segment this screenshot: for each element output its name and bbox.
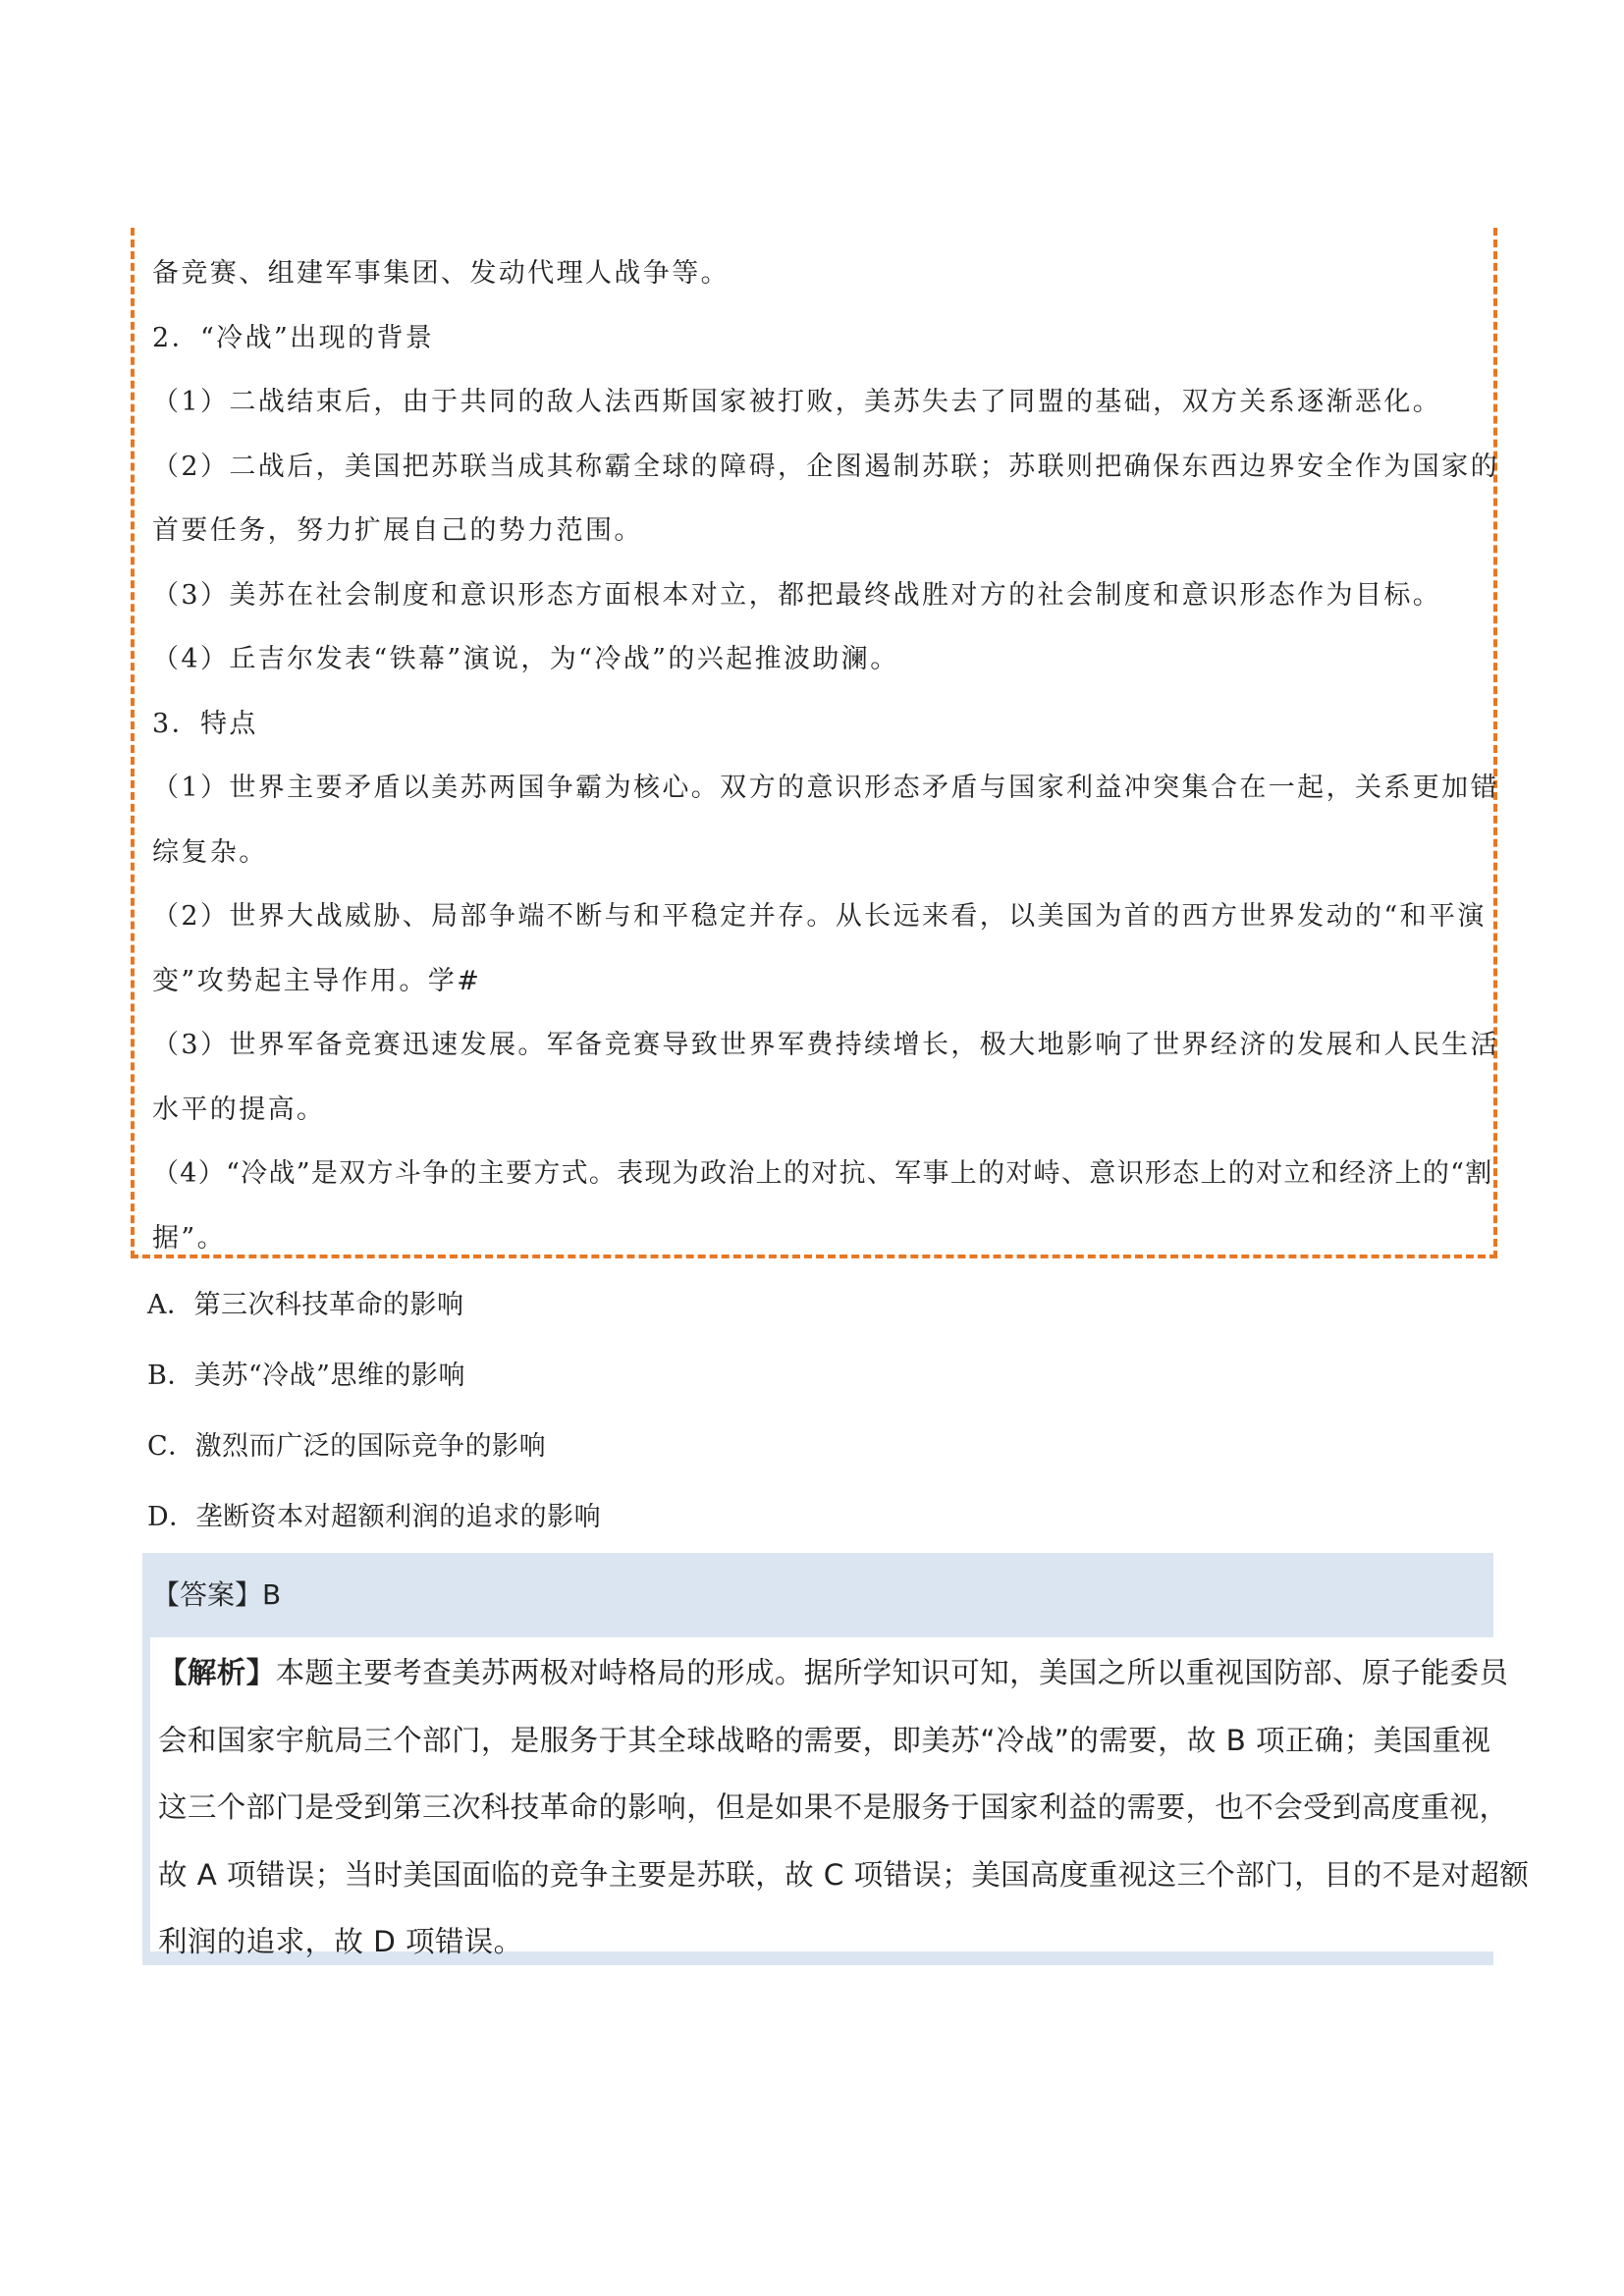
knowledge-line: 综复杂。	[152, 836, 268, 868]
option-b: B．美苏“冷战”思维的影响	[147, 1361, 465, 1391]
knowledge-line: 据”。	[152, 1222, 227, 1254]
analysis-line: 故 A 项错误；当时美国面临的竞争主要是苏联，故 C 项错误；美国高度重视这三个部门，目的不是对超额	[158, 1857, 1530, 1892]
analysis-label: 【解析】	[158, 1656, 276, 1689]
knowledge-box	[131, 228, 1497, 1258]
knowledge-line: 变”攻势起主导作用。学#	[152, 965, 482, 996]
analysis-line: 利润的追求，故 D 项错误。	[158, 1925, 523, 1958]
knowledge-line: 首要任务，努力扩展自己的势力范围。	[152, 515, 643, 546]
option-c: C．激烈而广泛的国际竞争的影响	[147, 1431, 547, 1462]
answer-options	[147, 1270, 1424, 1553]
option-a: A．第三次科技革命的影响	[147, 1290, 464, 1320]
knowledge-line: （4）“冷战”是双方斗争的主要方式。表现为政治上的对抗、军事上的对峙、意识形态上的对立和经济上的“割	[152, 1158, 1493, 1189]
knowledge-line: 备竞赛、组建军事集团、发动代理人战争等。	[152, 258, 730, 289]
answer-text: 【答案】B	[152, 1578, 282, 1611]
knowledge-heading-features: 3．特点	[152, 708, 258, 739]
analysis-first-line	[158, 1639, 1509, 1707]
knowledge-line: （4）丘吉尔发表“铁幕”演说，为“冷战”的兴起推波助澜。	[152, 644, 899, 674]
analysis-section	[150, 1637, 1530, 1958]
knowledge-line: （2）二战后，美国把苏联当成其称霸全球的障碍，企图遏制苏联；苏联则把确保东西边界安全作为国家的	[152, 451, 1499, 482]
knowledge-line: （1）世界主要矛盾以美苏两国争霸为核心。双方的意识形态矛盾与国家利益冲突集合在一起，关系更加错	[152, 773, 1499, 803]
knowledge-line: 水平的提高。	[152, 1094, 326, 1125]
analysis-line: 会和国家宇航局三个部门，是服务于其全球战略的需要，即美苏“冷战”的需要，故 B 项正确；美国重视	[158, 1723, 1491, 1757]
knowledge-line: （2）世界大战威胁、局部争端不断与和平稳定并存。从长远来看，以美国为首的西方世界发动的“和平演	[152, 901, 1487, 932]
knowledge-heading-background: 2．“冷战”出现的背景	[152, 322, 435, 353]
knowledge-line: （1）二战结束后，由于共同的敌人法西斯国家被打败，美苏失去了同盟的基础，双方关系逐渐恶化。	[152, 387, 1442, 417]
knowledge-line: （3）世界军备竞赛迅速发展。军备竞赛导致世界军费持续增长，极大地影响了世界经济的发展和人民生活	[152, 1030, 1499, 1060]
knowledge-line: （3）美苏在社会制度和意识形态方面根本对立，都把最终战胜对方的社会制度和意识形态作为目标。	[152, 579, 1442, 611]
option-d: D．垄断资本对超额利润的追求的影响	[147, 1502, 602, 1532]
answer-box	[142, 1553, 1530, 1965]
analysis-text: 本题主要考查美苏两极对峙格局的形成。据所学知识可知，美国之所以重视国防部、原子能委员	[275, 1656, 1509, 1689]
analysis-line: 这三个部门是受到第三次科技革命的影响，但是如果不是服务于国家利益的需要，也不会受到高度重视，	[158, 1790, 1509, 1824]
